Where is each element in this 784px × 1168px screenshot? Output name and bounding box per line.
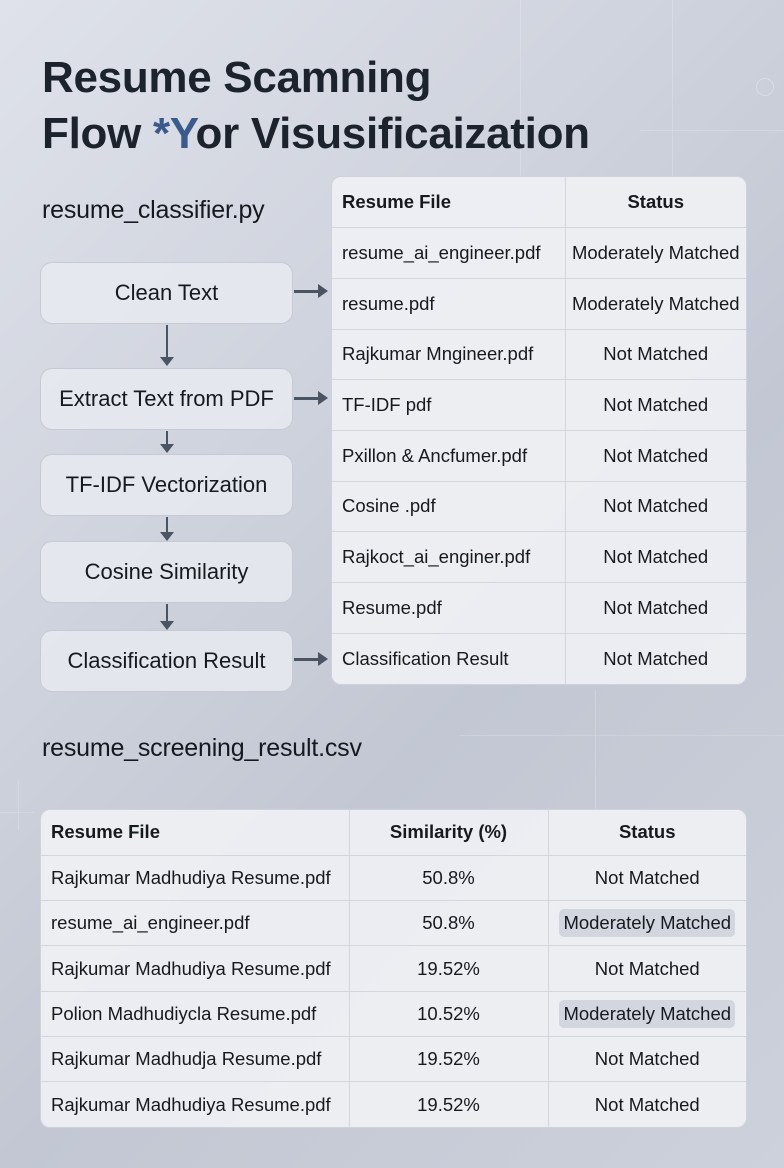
cell-resume-file: Resume.pdf [332, 583, 565, 634]
bg-grid-line [640, 130, 784, 131]
classifier-table [331, 176, 747, 685]
status-badge: Moderately Matched [559, 1000, 735, 1028]
arrow-down-icon [166, 604, 168, 627]
cell-resume-file: Rajkumar Madhudja Resume.pdf [41, 1036, 349, 1081]
table-row[interactable] [332, 532, 746, 583]
title-line-2-prefix: Flow [42, 109, 153, 158]
table-row[interactable] [41, 1036, 746, 1081]
cell-resume-file: resume.pdf [332, 278, 565, 329]
table-row[interactable] [332, 380, 746, 431]
column-header-resume-file[interactable]: Resume File [41, 810, 349, 855]
cell-resume-file: Polion Madhudiycla Resume.pdf [41, 991, 349, 1036]
table-header-row [332, 177, 746, 228]
column-header-similarity[interactable]: Similarity (%) [349, 810, 548, 855]
cell-similarity: 19.52% [349, 946, 548, 991]
cell-resume-file: resume_ai_engineer.pdf [41, 901, 349, 946]
page-title [42, 50, 590, 162]
cell-similarity: 19.52% [349, 1082, 548, 1127]
bg-grid-line [18, 780, 19, 830]
flow-step-clean-text[interactable] [40, 262, 293, 324]
results-table [40, 809, 747, 1128]
column-header-resume-file[interactable]: Resume File [332, 177, 565, 228]
bg-grid-line [460, 735, 784, 736]
table-row[interactable] [332, 633, 746, 684]
flow-step-label: TF-IDF Vectorization [65, 472, 268, 497]
flow-step-extract-text[interactable] [40, 368, 293, 430]
column-header-status[interactable]: Status [565, 177, 746, 228]
cell-status: Not Matched [565, 430, 746, 481]
flow-step-label: Extract Text from PDF [59, 386, 274, 411]
cell-status: Not Matched [565, 481, 746, 532]
cell-status: Moderately Matched [565, 278, 746, 329]
cell-resume-file: Pxillon & Ancfumer.pdf [332, 430, 565, 481]
cell-resume-file: TF-IDF pdf [332, 380, 565, 431]
table-row[interactable] [41, 855, 746, 900]
arrow-down-icon [166, 517, 168, 538]
cell-status: Not Matched [548, 855, 746, 900]
table-row[interactable] [332, 481, 746, 532]
cell-resume-file: Rajkumar Madhudiya Resume.pdf [41, 946, 349, 991]
cell-status: Not Matched [565, 583, 746, 634]
table-row[interactable] [41, 991, 746, 1036]
bg-grid-line [595, 690, 596, 810]
flow-step-classification-result[interactable] [40, 630, 293, 692]
bg-circle-icon [756, 78, 774, 96]
flow-step-tfidf[interactable] [40, 454, 293, 516]
title-line-2-accent: *Y [152, 109, 196, 158]
table-row[interactable] [332, 583, 746, 634]
table-row[interactable] [332, 228, 746, 279]
cell-resume-file: Rajkumar Madhudiya Resume.pdf [41, 855, 349, 900]
table-row[interactable] [41, 1082, 746, 1127]
bg-grid-line [0, 812, 34, 813]
table-header-row [41, 810, 746, 855]
table-row[interactable] [332, 430, 746, 481]
cell-status: Not Matched [565, 329, 746, 380]
cell-similarity: 10.52% [349, 991, 548, 1036]
title-line-2-suffix: or Visusificaization [195, 109, 590, 158]
arrow-down-icon [166, 325, 168, 363]
cell-similarity: 50.8% [349, 855, 548, 900]
title-line-2 [42, 106, 590, 162]
flow-step-label: Clean Text [114, 280, 219, 305]
cell-status: Not Matched [565, 532, 746, 583]
arrow-right-icon [294, 290, 320, 293]
cell-resume-file: Classification Result [332, 633, 565, 684]
arrow-down-icon [166, 431, 168, 450]
table-row[interactable] [41, 901, 746, 946]
cell-status: Not Matched [548, 946, 746, 991]
cell-similarity: 50.8% [349, 901, 548, 946]
results-file-label: resume_screening_result.csv [42, 734, 362, 762]
arrow-right-icon [294, 658, 320, 661]
table-row[interactable] [332, 278, 746, 329]
table-row[interactable] [41, 946, 746, 991]
cell-status [548, 901, 746, 946]
flow-step-cosine-similarity[interactable] [40, 541, 293, 603]
cell-resume-file: Rajkoct_ai_enginer.pdf [332, 532, 565, 583]
flow-step-label: Cosine Similarity [84, 559, 249, 584]
table-row[interactable] [332, 329, 746, 380]
column-header-status[interactable]: Status [548, 810, 746, 855]
title-line-1: Resume Scamning [42, 53, 432, 102]
classifier-file-label: resume_classifier.py [42, 196, 265, 224]
flow-step-label: Classification Result [67, 648, 266, 673]
cell-resume-file: Cosine .pdf [332, 481, 565, 532]
cell-status: Not Matched [565, 380, 746, 431]
cell-similarity: 19.52% [349, 1036, 548, 1081]
cell-status: Moderately Matched [565, 228, 746, 279]
cell-status [548, 991, 746, 1036]
bg-grid-line [672, 0, 673, 180]
cell-status: Not Matched [594, 1093, 700, 1115]
arrow-right-icon [294, 397, 320, 400]
cell-resume-file: resume_ai_engineer.pdf [332, 228, 565, 279]
cell-resume-file: Rajkumar Madhudiya Resume.pdf [41, 1082, 349, 1127]
status-badge: Moderately Matched [559, 909, 735, 937]
cell-status: Not Matched [603, 647, 709, 669]
cell-resume-file: Rajkumar Mngineer.pdf [332, 329, 565, 380]
cell-status: Not Matched [548, 1036, 746, 1081]
